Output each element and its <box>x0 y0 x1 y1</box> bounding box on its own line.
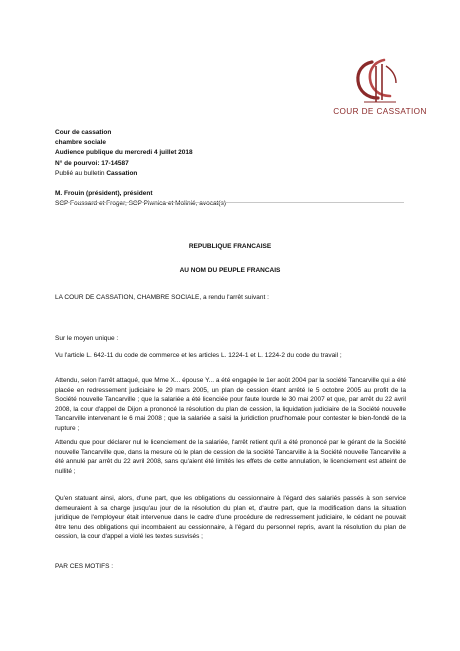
motifs-heading: PAR CES MOTIFS : <box>55 563 114 570</box>
lawyers-line: SCP Foussard et Froger, SCP Piwnica et Molinié, avocat(s) <box>55 200 226 208</box>
hearing-date: Audience publique du mercredi 4 juillet 2018 <box>55 149 193 157</box>
paragraph-facts: Attendu, selon l'arrêt attaqué, que Mme X... épouse Y... a été engagée le 1er août 2004 par la société Tancarville qui a été placée en redressement judiciaire le 29 mars 2005, un plan de cession étant arrêté le 5 octobre 2005 au profit de la Société nouvelle Tancarville ; que la salariée a été licenciée pour faute lourde le 30 mai 2007 et que, par arrêt du 22 avril 2008, la cour d'appel de Dijon a prononcé la résolution du plan de cession, la liquidation judiciaire de la Société nouvelle Tancarville intervenant le 6 mai 2008 ; que la salariée a saisi la juridiction prud'homale pour contester le bien-fondé de la rupture ; <box>55 377 406 432</box>
paragraph-censure: Qu'en statuant ainsi, alors, d'une part, que les obligations du cessionnaire à l'égard des salariés passés à son service demeuraient à sa charge jusqu'au jour de la résolution du plan et, d'autre part, que la modification dans la situation juridique de l'employeur était intervenue dans le cadre d'une procédure de redressement judiciaire, le cédant ne pouvait être tenu des obligations qui incombaient au cessionnaire, à l'égard du personnel repris, avant la résolution du plan de cession, la cour d'appel a violé les textes susvisés ; <box>55 495 406 540</box>
publication-outcome: Cassation <box>106 169 138 177</box>
intro-paragraph: LA COUR DE CASSATION, CHAMBRE SOCIALE, a rendu l'arrêt suivant : <box>55 294 269 301</box>
court-name: Cour de cassation <box>55 129 112 136</box>
moyen-heading: Sur le moyen unique : <box>55 335 119 342</box>
publication-prefix: Publié au bulletin <box>55 169 107 177</box>
republic-title: REPUBLIQUE FRANCAISE <box>188 243 272 250</box>
paragraph-reasoning: Attendu que pour déclarer nul le licenciement de la salariée, l'arrêt retient qu'il a été prononcé par le gérant de la Société nouvelle Tancarville que, dans la mesure où le plan de cession de la société Tancarville à la Société nouvelle Tancarville a été annulé par arrêt du 22 avril 2008, sans qu'aient été limités les effets de cette annulation, le licenciement est atteint de nullité ; <box>55 439 406 475</box>
header-divider <box>58 202 404 203</box>
people-title: AU NOM DU PEUPLE FRANCAIS <box>179 267 281 274</box>
appeal-number: N° de pourvoi: 17-14587 <box>55 159 129 167</box>
cour-de-cassation-logo <box>330 56 430 124</box>
visa-paragraph: Vu l'article L. 642-11 du code de commerce et les articles L. 1224-1 et L. 1224-2 du code du travail ; <box>55 352 342 359</box>
chamber-name: chambre sociale <box>55 139 106 147</box>
logo-text: COUR DE CASSATION <box>333 107 427 116</box>
cour-de-cassation-monogram-icon <box>352 56 408 106</box>
decision-header <box>55 128 415 209</box>
president-line: M. Frouin (président), président <box>55 190 153 198</box>
publication-line <box>55 169 415 179</box>
